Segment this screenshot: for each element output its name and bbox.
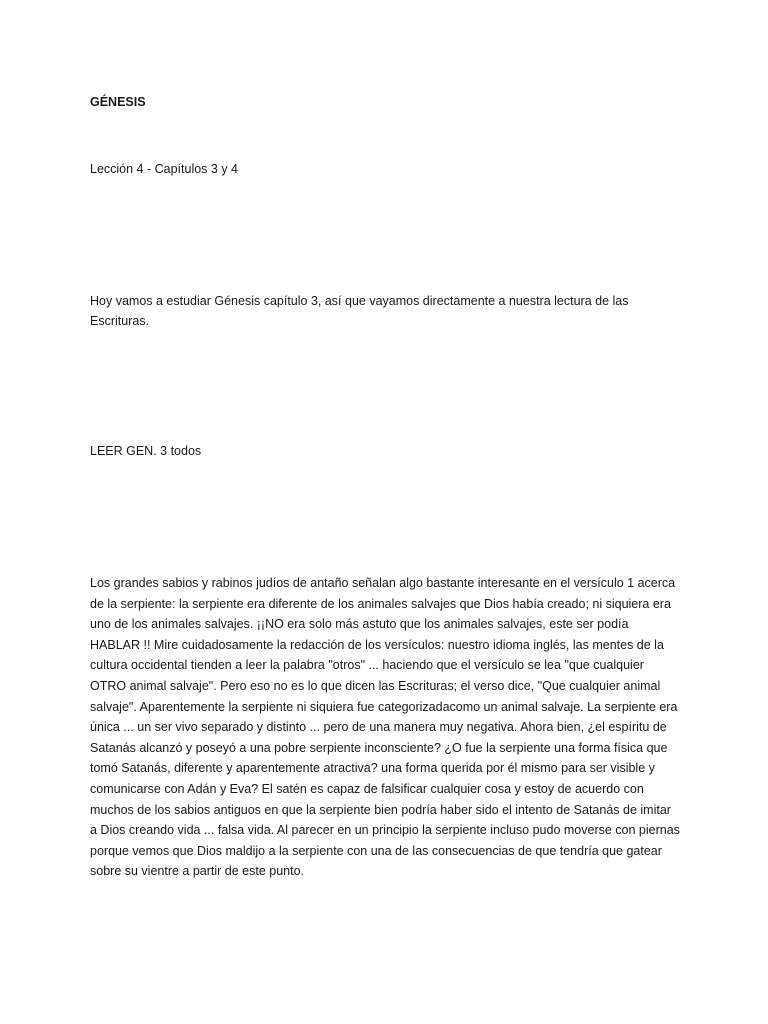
- intro-paragraph: Hoy vamos a estudiar Génesis capítulo 3, así que vayamos directamente a nuestra lectura de las Escrituras.: [90, 294, 629, 328]
- reading-instruction: LEER GEN. 3 todos: [90, 444, 202, 458]
- lesson-heading: Lección 4 - Capítulos 3 y 4: [90, 162, 238, 176]
- body-paragraph: Los grandes sabios y rabinos judíos de antaño señalan algo bastante interesante en el versículo 1 acerca de la serpiente: la serpiente era diferente de los animales salvajes que Dios había creado; ni siquiera era uno de los animales salvajes. ¡¡NO era solo más astuto que los animales salvajes, este ser podía HABLAR !! Mire cuidadosamente la redacción de los versículos: nuestro idioma inglés, las mentes de la cultura occidental tienden a leer la palabra "otros" ... haciendo que el versículo se lea "que cualquier OTRO animal salvaje". Pero eso no es lo que dicen las Escrituras; el verso dice, "Que cualquier animal salvaje". Aparentemente la serpiente ni siquiera fue categorizadacomo un animal salvaje. La serpiente era única ... un ser vivo separado y distinto ... pero de una manera muy negativa. Ahora bien, ¿el espíritu de Satanás alcanzó y poseyó a una pobre serpiente inconsciente? ¿O fue la serpiente una forma física que tomó Satanás, diferente y aparentemente atractiva? una forma querida por él mismo para ser visible y comunicarse con Adán y Eva? El satén es capaz de falsificar cualquier cosa y estoy de acuerdo con muchos de los sabios antiguos en que la serpiente bien podría haber sido el intento de Satanás de imitar a Dios creando vida ... falsa vida. Al parecer en un principio la serpiente incluso pudo moverse con piernas porque vemos que Dios maldijo a la serpiente con una de las consecuencias de que tendría que gatear sobre su vientre a partir de este punto.: [90, 576, 680, 879]
- document-title: GÉNESIS: [90, 95, 146, 109]
